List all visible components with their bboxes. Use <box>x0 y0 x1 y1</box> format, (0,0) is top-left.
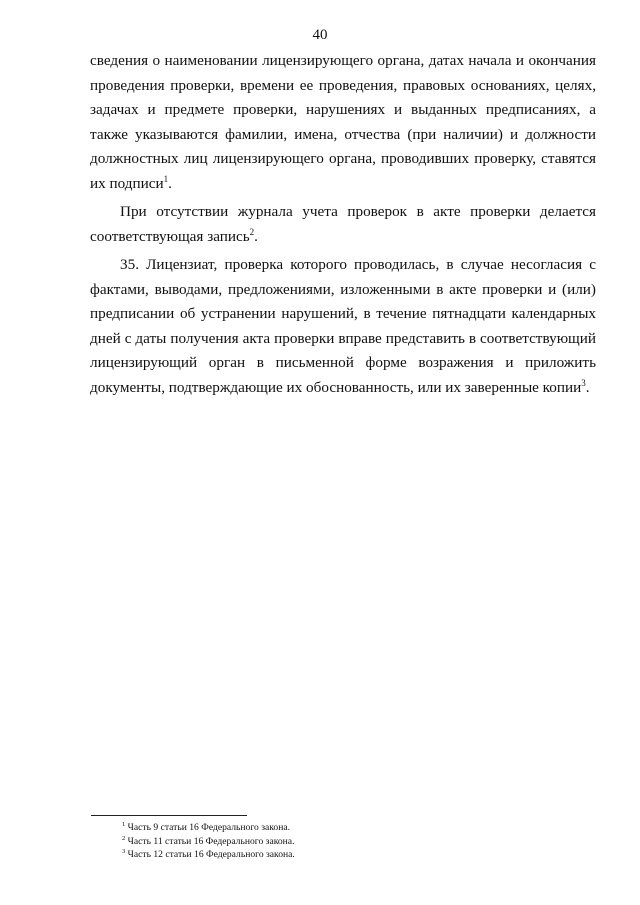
footnote <box>122 848 522 862</box>
footnote-mark: 3 <box>122 848 126 855</box>
footnote-separator <box>91 815 247 816</box>
body-text <box>90 49 596 400</box>
footnotes <box>122 821 522 862</box>
paragraph-text: сведения о наименовании лицензирующего органа, датах начала и окончания проведения проверки, времени ее проведения, правовых основаниях, целях, задачах и предмете проверки, нарушениях и выданных предписаниях, а также указываются фамилии, имена, отчества (при наличии) и должности должностных лиц лицензирующего органа, проводивших проверку, ставятся их подписи <box>90 52 596 192</box>
paragraph-end: . <box>168 174 172 192</box>
paragraph-end: . <box>254 227 258 245</box>
paragraph-end: . <box>585 378 590 396</box>
footnote-mark: 1 <box>122 821 126 828</box>
footnote-reference: 2 <box>249 226 255 237</box>
footnote-reference: 3 <box>581 377 586 388</box>
footnote-mark: 2 <box>122 834 126 842</box>
paragraph-text: 35. Лицензиат, проверка которого проводилась, в случае несогласия с фактами, выводами, предложениями, изложенными в акте проверки и (или) предписании об устранении нарушений, в течение пятнадцати календарных дней с даты получения акта проверки вправе представить в соответствующий лицензирующий орган в письменной форме возражения и приложить документы, подтверждающие их обоснованность, или их заверенные копии <box>90 256 596 396</box>
footnote-text: Часть 9 статьи 16 Федерального закона. <box>127 822 291 833</box>
paragraph-text: При отсутствии журнала учета проверок в акте проверки делается соответствующая запись <box>90 203 596 245</box>
paragraph-35 <box>90 253 596 400</box>
footnote <box>122 821 522 835</box>
footnote <box>122 835 522 849</box>
footnote-text: Часть 11 статьи 16 Федерального закона. <box>127 835 295 847</box>
paragraph-journal-record <box>90 200 596 249</box>
footnote-text: Часть 12 статьи 16 Федерального закона. <box>127 849 295 860</box>
paragraph-continuation <box>90 49 596 196</box>
footnote-reference: 1 <box>163 173 169 184</box>
page-number: 40 <box>312 27 328 43</box>
